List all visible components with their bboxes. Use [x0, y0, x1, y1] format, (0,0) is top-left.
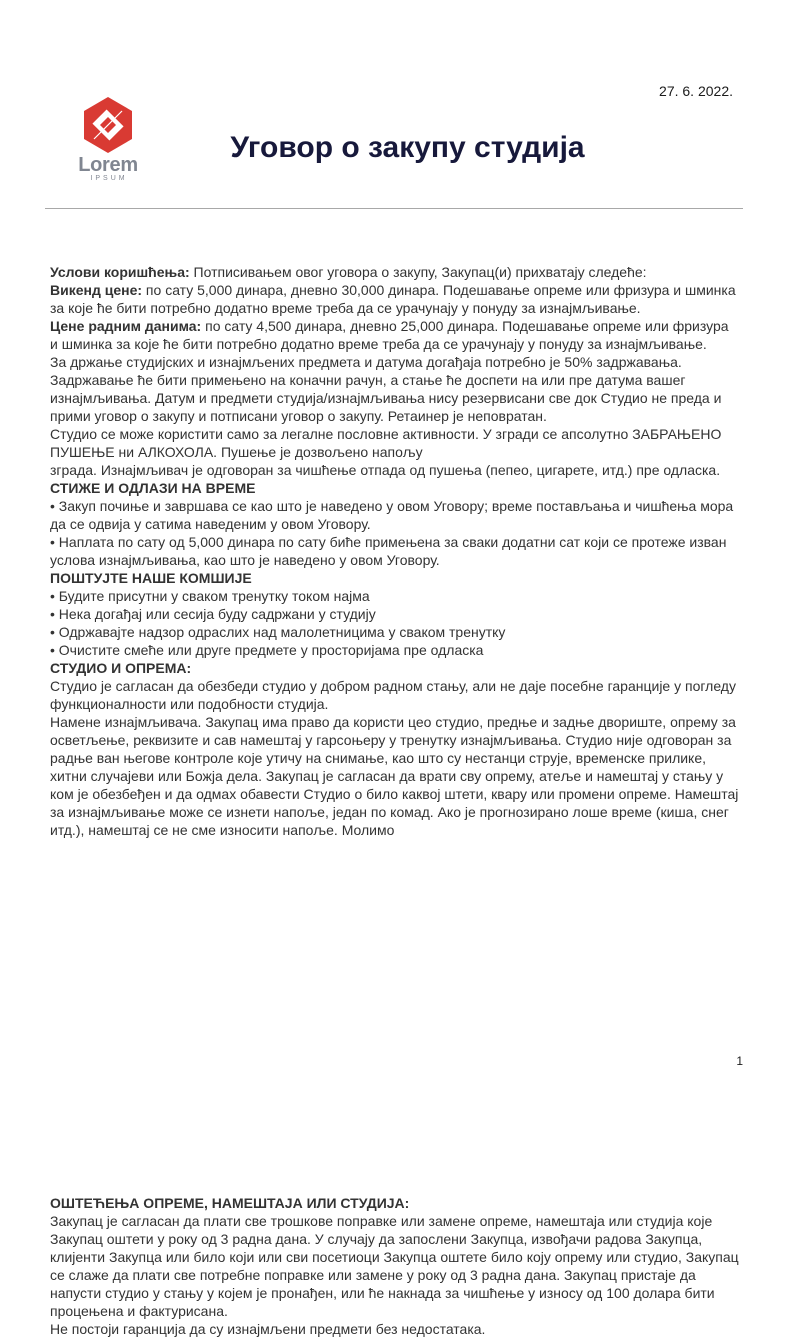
weekend-paragraph — [50, 281, 740, 317]
header-divider — [45, 208, 743, 209]
logo-subtitle: IPSUM — [90, 175, 128, 182]
weekday-text: по сату 4,500 динара, дневно 25,000 динара. Подешавање опреме или фризура и шминка за које ће бити потребно додатно време треба да се урачунају у понуду за изнајмљивање. — [50, 318, 729, 352]
contract-body-page-2 — [50, 1194, 740, 1341]
logo-mark-icon — [74, 95, 142, 157]
arrive-heading: СТИЖЕ И ОДЛАЗИ НА ВРЕМЕ — [50, 480, 256, 496]
damage-paragraph: Закупац је сагласан да плати све трошкове поправке или замене опреме, намештаја или студија које Закупац оштети у року од 3 радна дана. У случају да запослени Закупца, извођачи радова Закупца, клијенти Закупца или било који или сви посетиоци Закупца оштете било коју опрему или студио, Закупац се слаже да плати све потребне поправке или замене у року од 3 радна дана. Закупац пристаје да напусти студио у стању у којем је пронађен, или ће накнада за чишћење у износу од 100 долара бити процењена и фактурисана. — [50, 1213, 739, 1319]
warranty-paragraph: Не постоји гаранција да су изнајмљени предмети без недостатака. — [50, 1321, 486, 1337]
company-logo — [74, 95, 142, 187]
logo-wordmark: Lorem — [78, 154, 138, 176]
equipment-heading: СТУДИО И ОПРЕМА: — [50, 660, 192, 676]
terms-label: Услови коришћења: — [50, 264, 190, 280]
neighbors-heading: ПОШТУЈТЕ НАШЕ КОМШИЈЕ — [50, 570, 252, 586]
weekend-text: по сату 5,000 динара, дневно 30,000 динара. Подешавање опреме или фризура и шминка за које ће бити потребно додатно време треба да се урачунају у понуду за изнајмљивање. — [50, 282, 736, 316]
weekend-label: Викенд цене: — [50, 282, 143, 298]
neighbors-item: • Нека догађај или сесија буду садржани у студију — [50, 606, 376, 622]
contract-body — [50, 263, 740, 868]
arrive-item-2: • Наплата по сату од 5,000 динара по сату биће примењена за сваки додатни сат који се протеже изван услова изнајмљивања, као што је наведено у овом Уговору. — [50, 534, 727, 568]
arrive-item-1: • Закуп почиње и завршава се као што је наведено у овом Уговору; време постављања и чишћења мора да се одвија у сатима наведеним у овом Уговору. — [50, 498, 734, 532]
page-title: Уговор о закупу студија — [230, 131, 585, 164]
neighbors-item: • Одржавајте надзор одраслих над малолетницима у сваком тренутку — [50, 624, 506, 640]
retainer-paragraph: За држање студијских и изнајмљених предмета и датума догађаја потребно је 50% задржавања. Задржавање ће бити примењено на коначни рачун, а стање ће доспети на или пре датума вашег изнајмљивања. Датум и предмети студија/изнајмљивања нису резервисани све док Студио не преда и прими уговор о закупу и потписани уговор о закупу. Ретаинер је неповратан. — [50, 354, 722, 424]
neighbors-item: • Очистите смеће или друге предмете у просторијама пре одласка — [50, 642, 484, 658]
weekday-paragraph — [50, 317, 740, 353]
neighbors-item: • Будите присутни у сваком тренутку током најма — [50, 588, 370, 604]
legal-paragraph-2: зграда. Изнајмљивач је одговоран за чишћење отпада од пушења (пепео, цигарете, итд.) пре одласка. — [50, 462, 721, 478]
weekday-label: Цене радним данима: — [50, 318, 202, 334]
purpose-paragraph: Намене изнајмљивача. Закупац има право да користи цео студио, предње и задње двориште, опрему за осветљење, реквизите и сав намештај у гарсоњеру у тренутку изнајмљивања. Студио није одговоран за радње ван његове контроле које утичу на снимање, као што су нестанци струје, временске прилике, хитни случајеви или Божја дела. Закупац је сагласан да врати сву опрему, атеље и намештај у стању у ком је обезбеђен и да одмах обавести Студио о било каквој штети, квару или промени опреме. Намештај за изнајмљивање може се изнети напоље, један по комад. Ако је прогнозирано лоше време (киша, снег итд.), намештај се не сме износити напоље. Молимо — [50, 714, 739, 838]
terms-text: Потписивањем овог уговора о закупу, Закупац(и) прихватају следеће: — [189, 264, 647, 280]
terms-paragraph — [50, 263, 740, 281]
legal-paragraph-1: Студио се може користити само за легалне пословне активности. У згради се апсолутно ЗАБРАЊЕНО ПУШЕЊЕ ни АЛКОХОЛА. Пушење је дозвољено напољу — [50, 426, 722, 460]
damage-heading: ОШТЕЋЕЊА ОПРЕМЕ, НАМЕШТАЈА ИЛИ СТУДИЈА: — [50, 1195, 410, 1211]
document-date: 27. 6. 2022. — [659, 83, 733, 99]
page-number: 1 — [736, 1054, 743, 1068]
equipment-paragraph: Студио је сагласан да обезбеди студио у добром радном стању, али не даје посебне гаранције у погледу функционалности или подобности студија. — [50, 678, 736, 712]
